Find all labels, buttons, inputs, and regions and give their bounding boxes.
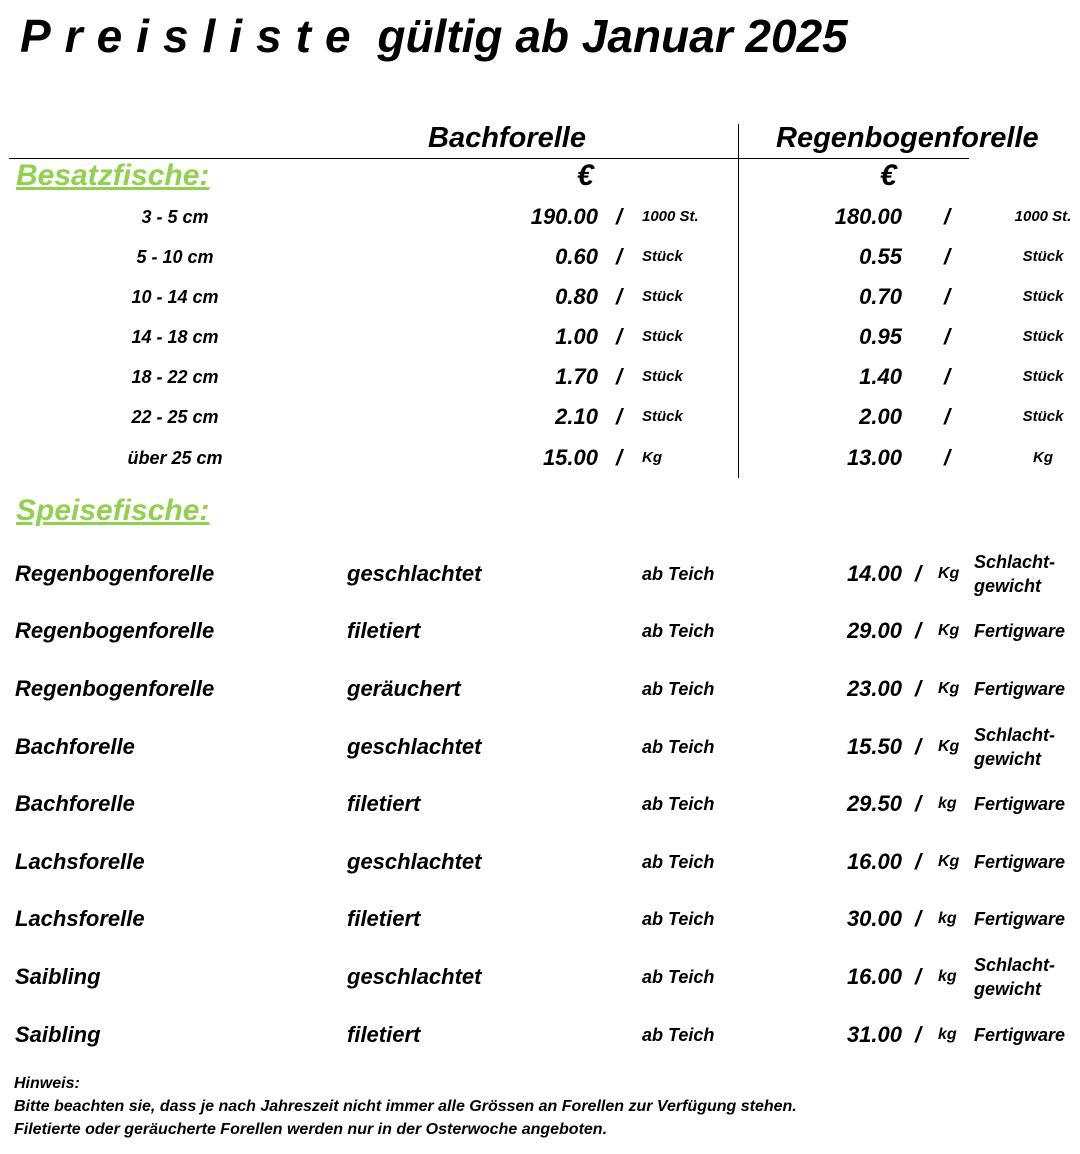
- price: 23.00: [846, 676, 902, 701]
- page-title: [20, 8, 848, 64]
- unit: Kg: [938, 680, 960, 697]
- table-row: [0, 317, 1080, 357]
- weight-note: Fertigware: [974, 1025, 1066, 1045]
- location: ab Teich: [642, 967, 715, 987]
- regen-unit: Stück: [1022, 288, 1064, 305]
- table-row: [0, 890, 1080, 948]
- size-range: 22 - 25 cm: [131, 407, 219, 427]
- unit: Kg: [938, 853, 960, 870]
- price: 31.00: [846, 1022, 902, 1047]
- location: ab Teich: [642, 564, 715, 584]
- hint-label: Hinweis:: [14, 1075, 80, 1092]
- slash: /: [915, 1022, 922, 1047]
- hint-box: [14, 1072, 797, 1141]
- table-row: [0, 602, 1080, 660]
- price: 29.50: [846, 791, 902, 816]
- table-row: [0, 277, 1080, 317]
- location: ab Teich: [642, 621, 715, 641]
- bach-unit: Stück: [642, 248, 683, 265]
- processing: filetiert: [347, 618, 421, 643]
- size-range: 3 - 5 cm: [141, 207, 209, 227]
- slash: /: [944, 324, 951, 349]
- slash: /: [915, 676, 922, 701]
- location: ab Teich: [642, 737, 715, 757]
- unit: kg: [938, 968, 957, 985]
- size-range: 14 - 18 cm: [131, 327, 219, 347]
- weight-note: Fertigware: [974, 852, 1066, 872]
- hint-line: Bitte beachten sie, dass je nach Jahreszeit nicht immer alle Grössen an Forellen zur Verfügung stehen.: [14, 1098, 797, 1115]
- regen-unit: 1000 St.: [1014, 208, 1072, 225]
- column-header-bachforelle: Bachforelle: [428, 122, 586, 154]
- processing: geschlachtet: [347, 734, 482, 759]
- location: ab Teich: [642, 794, 715, 814]
- fish-name: Saibling: [15, 1022, 101, 1047]
- price: 29.00: [846, 618, 902, 643]
- unit: Kg: [938, 738, 960, 755]
- slash: /: [616, 204, 623, 229]
- unit: kg: [938, 1026, 957, 1043]
- location: ab Teich: [642, 909, 715, 929]
- currency-symbol-bachforelle: €: [577, 159, 594, 192]
- bach-price: 1.70: [555, 364, 598, 389]
- fish-name: Lachsforelle: [15, 849, 145, 874]
- slash: /: [616, 324, 623, 349]
- price: 16.00: [846, 849, 902, 874]
- regen-unit: Kg: [1033, 449, 1053, 466]
- weight-note: Schlacht-gewicht: [974, 552, 1056, 596]
- bach-unit: Stück: [642, 408, 683, 425]
- unit: Kg: [938, 565, 960, 582]
- table-row: [0, 397, 1080, 437]
- slash: /: [944, 404, 951, 429]
- weight-note: Fertigware: [974, 909, 1066, 929]
- slash: /: [944, 445, 951, 470]
- processing: geräuchert: [347, 676, 461, 701]
- title-word: Preisliste: [20, 10, 365, 62]
- price: 15.50: [846, 734, 902, 759]
- weight-note: Fertigware: [974, 679, 1066, 699]
- bach-unit: Kg: [642, 449, 662, 466]
- bach-price: 15.00: [542, 445, 598, 470]
- section-heading-speisefische: Speisefische:: [16, 494, 210, 527]
- bach-price: 0.60: [555, 244, 598, 269]
- slash: /: [915, 964, 922, 989]
- regen-price: 180.00: [834, 204, 902, 229]
- slash: /: [616, 364, 623, 389]
- bach-unit: Stück: [642, 328, 683, 345]
- regen-price: 0.95: [859, 324, 902, 349]
- table-row: [0, 545, 1080, 603]
- column-header-regenbogenforelle: Regenbogenforelle: [776, 122, 1039, 154]
- slash: /: [915, 849, 922, 874]
- table-row: [0, 833, 1080, 891]
- slash: /: [915, 906, 922, 931]
- fish-name: Regenbogenforelle: [15, 676, 215, 701]
- table-row: [0, 718, 1080, 776]
- size-range: über 25 cm: [127, 448, 223, 468]
- table-row: [0, 1006, 1080, 1064]
- weight-note: Fertigware: [974, 794, 1066, 814]
- regen-unit: Stück: [1022, 368, 1064, 385]
- slash: /: [944, 284, 951, 309]
- table-row: [0, 948, 1080, 1006]
- regen-price: 0.70: [859, 284, 902, 309]
- slash: /: [616, 284, 623, 309]
- slash: /: [915, 618, 922, 643]
- regen-unit: Stück: [1022, 248, 1064, 265]
- title-rest: gültig ab Januar 2025: [377, 10, 848, 62]
- fish-name: Lachsforelle: [15, 906, 145, 931]
- fish-name: Saibling: [15, 964, 101, 989]
- slash: /: [944, 364, 951, 389]
- weight-note: Schlacht-gewicht: [974, 725, 1056, 769]
- price: 16.00: [846, 964, 902, 989]
- regen-unit: Stück: [1022, 408, 1064, 425]
- processing: geschlachtet: [347, 849, 482, 874]
- bach-unit: Stück: [642, 288, 683, 305]
- slash: /: [616, 244, 623, 269]
- table-row: [0, 775, 1080, 833]
- size-range: 10 - 14 cm: [131, 287, 219, 307]
- size-range: 18 - 22 cm: [131, 367, 219, 387]
- location: ab Teich: [642, 1025, 715, 1045]
- unit: kg: [938, 795, 957, 812]
- slash: /: [616, 404, 623, 429]
- slash: /: [915, 561, 922, 586]
- table-row: [0, 197, 1080, 237]
- unit: kg: [938, 910, 957, 927]
- slash: /: [944, 204, 951, 229]
- fish-name: Bachforelle: [15, 791, 135, 816]
- table-row: [0, 438, 1080, 478]
- slash: /: [915, 734, 922, 759]
- regen-price: 13.00: [846, 445, 902, 470]
- table-row: [0, 357, 1080, 397]
- bach-price: 190.00: [530, 204, 598, 229]
- section-heading-besatzfische: Besatzfische:: [16, 159, 210, 192]
- processing: filetiert: [347, 1022, 421, 1047]
- regen-unit: Stück: [1022, 328, 1064, 345]
- price: 14.00: [846, 561, 902, 586]
- processing: filetiert: [347, 906, 421, 931]
- hint-line: Filetierte oder geräucherte Forellen werden nur in der Osterwoche angeboten.: [14, 1121, 608, 1138]
- currency-symbol-regenbogenforelle: €: [880, 159, 897, 192]
- location: ab Teich: [642, 679, 715, 699]
- bach-unit: 1000 St.: [642, 208, 699, 225]
- unit: Kg: [938, 622, 960, 639]
- processing: geschlachtet: [347, 964, 482, 989]
- slash: /: [944, 244, 951, 269]
- price: 30.00: [846, 906, 902, 931]
- bach-price: 0.80: [555, 284, 598, 309]
- bach-unit: Stück: [642, 368, 683, 385]
- processing: geschlachtet: [347, 561, 482, 586]
- regen-price: 1.40: [859, 364, 902, 389]
- fish-name: Bachforelle: [15, 734, 135, 759]
- weight-note: Schlacht-gewicht: [974, 955, 1056, 999]
- fish-name: Regenbogenforelle: [15, 618, 215, 643]
- processing: filetiert: [347, 791, 421, 816]
- bach-price: 2.10: [555, 404, 598, 429]
- weight-note: Fertigware: [974, 621, 1066, 641]
- table-row: [0, 237, 1080, 277]
- fish-name: Regenbogenforelle: [15, 561, 215, 586]
- slash: /: [616, 445, 623, 470]
- table-row: [0, 660, 1080, 718]
- bach-price: 1.00: [555, 324, 598, 349]
- slash: /: [915, 791, 922, 816]
- location: ab Teich: [642, 852, 715, 872]
- size-range: 5 - 10 cm: [136, 247, 214, 267]
- regen-price: 0.55: [859, 244, 902, 269]
- regen-price: 2.00: [859, 404, 902, 429]
